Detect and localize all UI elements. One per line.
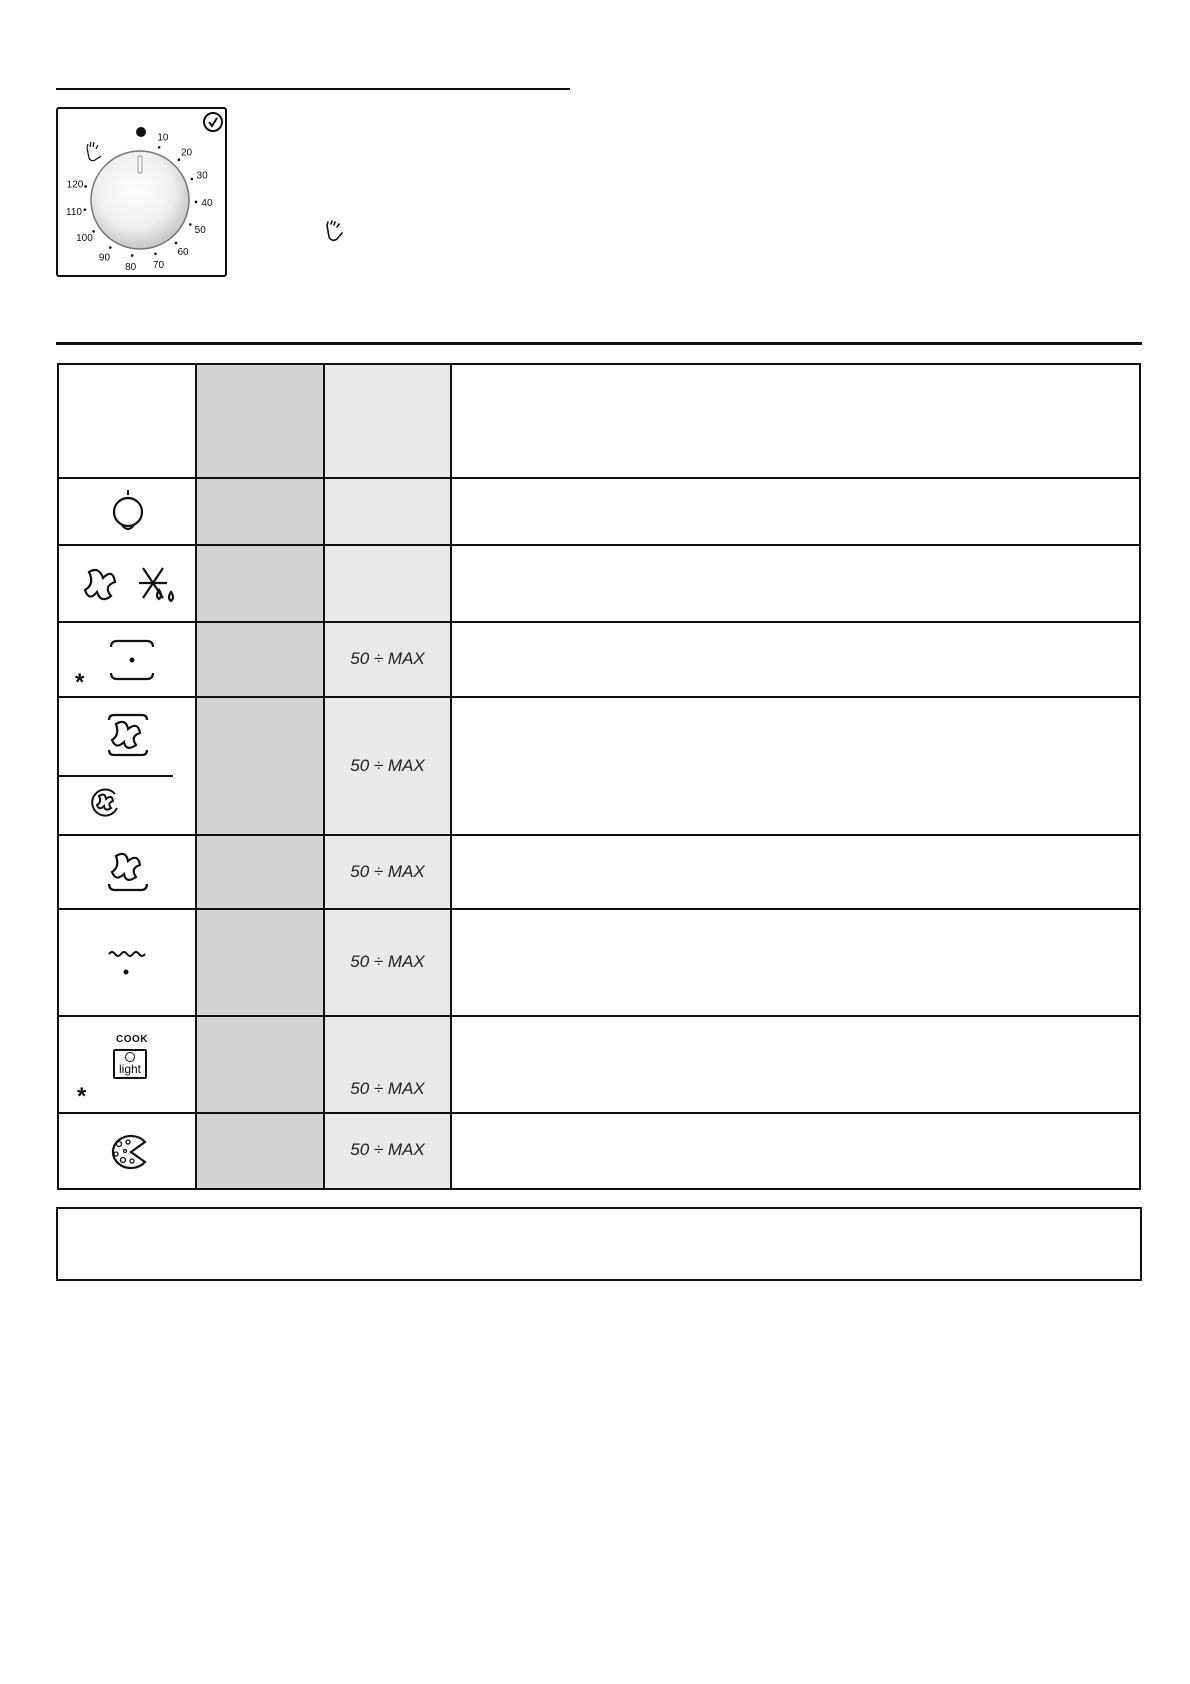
dial-number: 40 — [201, 197, 213, 209]
dial-number: 110 — [66, 207, 82, 219]
section-rule-middle — [56, 342, 1142, 345]
conventional-heating-icon — [105, 637, 159, 683]
table-row — [59, 546, 1139, 623]
fan-assisted-icon — [105, 712, 151, 758]
table-row: 50 ÷ MAX — [59, 910, 1139, 1017]
dial-tick — [84, 185, 87, 188]
footnote-asterisk: * — [77, 1083, 87, 1110]
manual-hand-icon — [87, 142, 101, 161]
defrost-fan-icon — [83, 566, 183, 606]
cook-light-icon: light — [113, 1049, 147, 1079]
dial-tick — [84, 208, 87, 211]
dial-tick — [191, 178, 194, 181]
oven-lamp-icon — [105, 487, 151, 537]
clock-icon — [204, 113, 222, 131]
timer-dial-panel — [56, 107, 227, 277]
fan-bottom-heat-icon — [105, 852, 151, 894]
row-divider — [59, 775, 173, 777]
table-row: 50 ÷ MAX — [59, 836, 1139, 910]
dial-tick — [178, 158, 181, 161]
dial-tick — [189, 223, 192, 226]
top-heat-grill-icon — [107, 950, 151, 980]
dial-tick — [109, 246, 112, 249]
dial-number: 60 — [177, 246, 189, 258]
timer-mini-icon — [125, 1052, 135, 1062]
dial-number: 70 — [152, 259, 165, 271]
dial-tick — [175, 242, 178, 245]
footnote-asterisk: * — [75, 669, 85, 696]
dial-tick — [158, 146, 161, 149]
pizza-icon — [105, 1132, 151, 1172]
section-rule-top — [56, 88, 570, 90]
dial-number: 30 — [196, 170, 208, 182]
dial-number: 100 — [76, 232, 93, 244]
dial-number: 50 — [194, 224, 206, 236]
table-row: 50 ÷ MAX — [59, 698, 1139, 836]
dial-tick — [131, 254, 134, 257]
notes-box — [56, 1207, 1142, 1281]
table-header-row — [59, 365, 1139, 479]
table-row: light COOK * 50 ÷ MAX — [59, 1017, 1139, 1114]
off-position-dot — [136, 127, 146, 137]
manual-hand-icon — [322, 220, 344, 244]
dial-number: 20 — [180, 147, 193, 159]
circular-fan-icon — [89, 786, 121, 818]
table-row — [59, 479, 1139, 546]
dial-number: 90 — [98, 252, 111, 264]
dial-number: 120 — [66, 179, 84, 191]
table-row: 50 ÷ MAX — [59, 1114, 1139, 1188]
dial-tick — [154, 253, 157, 256]
dial-number: 10 — [157, 132, 169, 144]
table-row: * 50 ÷ MAX — [59, 623, 1139, 698]
cook-label: COOK — [116, 1034, 148, 1045]
dial-number: 80 — [125, 261, 137, 273]
dial-tick — [195, 201, 198, 204]
oven-functions-table — [57, 363, 1141, 1190]
